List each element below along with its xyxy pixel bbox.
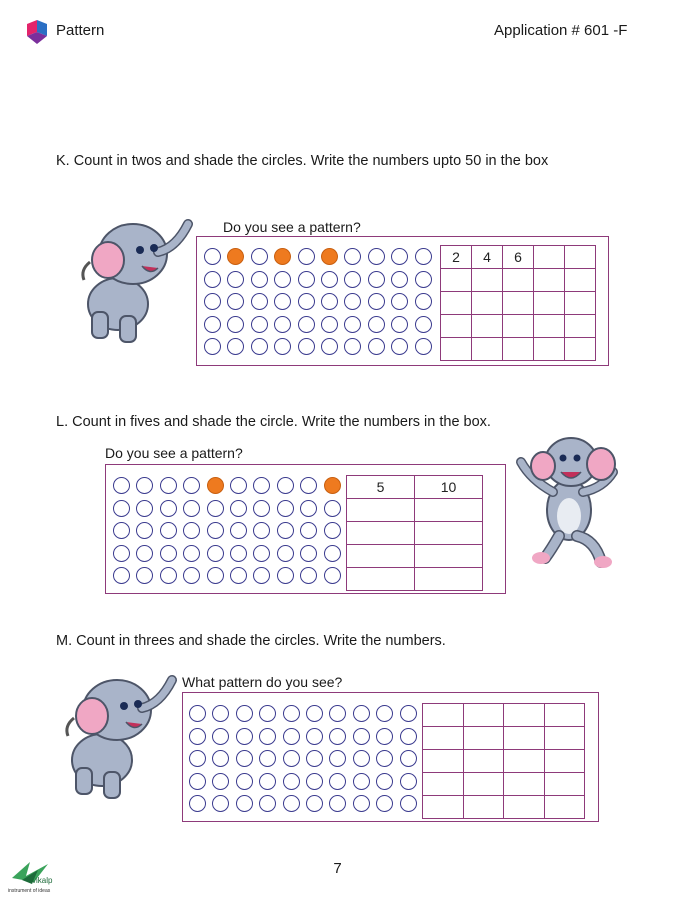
answer-cell[interactable] [544,704,585,727]
circle [230,522,247,539]
answer-cell[interactable] [565,269,596,292]
answer-cell[interactable] [463,704,504,727]
shaded-circle [321,248,338,265]
shaded-circle [324,477,341,494]
table-row [423,704,585,727]
answer-cell[interactable] [441,338,472,361]
answer-cell[interactable] [565,338,596,361]
circle [298,338,315,355]
table-row [441,315,596,338]
answer-cell[interactable] [423,727,464,750]
cube-logo-icon [25,18,49,46]
circle [113,500,130,517]
circle [344,316,361,333]
circle [259,728,276,745]
circle [189,705,206,722]
circle [415,316,432,333]
circle [298,271,315,288]
answer-cell[interactable] [423,750,464,773]
answer-cell[interactable] [534,338,565,361]
circle [376,728,393,745]
answer-cell[interactable] [534,292,565,315]
answer-cell[interactable]: 5 [347,476,415,499]
question-m: M. Count in threes and shade the circles. Write the numbers. [56,633,446,649]
circle [300,545,317,562]
answer-cell[interactable] [463,773,504,796]
circle [113,545,130,562]
answer-cell[interactable] [544,773,585,796]
circle [274,271,291,288]
answer-cell[interactable] [472,292,503,315]
answer-cell[interactable] [503,292,534,315]
circle [415,293,432,310]
circle [368,271,385,288]
circle [277,567,294,584]
answer-cell[interactable] [503,338,534,361]
table-row [441,246,596,269]
answer-cell[interactable] [565,246,596,269]
circle [368,316,385,333]
circle [277,477,294,494]
answer-cell[interactable] [415,499,483,522]
circle [136,500,153,517]
answer-cell[interactable] [504,704,545,727]
answer-cell[interactable] [441,315,472,338]
answer-cell[interactable]: 2 [441,246,472,269]
answer-cell[interactable] [423,796,464,819]
elephant-icon [78,212,194,350]
circle [236,773,253,790]
answer-cell[interactable] [503,269,534,292]
circle [274,316,291,333]
circle [207,500,224,517]
circle [368,293,385,310]
circle [306,750,323,767]
prompt-l: Do you see a pattern? [105,445,243,461]
circle [113,567,130,584]
header-title: Pattern [56,22,105,39]
circle [324,567,341,584]
answer-cell[interactable] [415,522,483,545]
table-row [347,522,483,545]
circle [324,500,341,517]
question-l: L. Count in fives and shade the circle. Write the numbers in the box. [56,414,491,430]
circle [204,338,221,355]
answer-cell[interactable] [544,750,585,773]
table-row [347,545,483,568]
circle [113,522,130,539]
circle [207,545,224,562]
circle [329,773,346,790]
circle [329,728,346,745]
table-row [441,269,596,292]
circle [353,773,370,790]
circle [136,545,153,562]
circle [415,338,432,355]
answer-cell[interactable] [423,773,464,796]
circle [324,545,341,562]
circle [277,522,294,539]
answer-cell[interactable] [347,499,415,522]
circle [300,500,317,517]
circle [306,705,323,722]
circle [204,271,221,288]
page-number: 7 [333,860,342,877]
circle [277,500,294,517]
answer-cell[interactable]: 10 [415,476,483,499]
circle [321,338,338,355]
circle [236,750,253,767]
application-number: Application # 601 -F [494,22,628,39]
circle [321,293,338,310]
answer-cell[interactable] [463,796,504,819]
circle [251,248,268,265]
table-row [441,338,596,361]
circle [189,728,206,745]
answer-cell[interactable]: 4 [472,246,503,269]
brand-tagline: instrument of ideas [8,888,51,894]
circle [230,545,247,562]
answer-cell[interactable] [544,796,585,819]
circle [251,293,268,310]
answer-cell[interactable] [565,292,596,315]
answer-cell[interactable] [504,796,545,819]
circle [415,248,432,265]
answer-cell[interactable] [415,568,483,591]
answer-table-k [440,245,596,361]
circle [212,728,229,745]
circle [306,795,323,812]
answer-cell[interactable]: 6 [503,246,534,269]
answer-cell[interactable] [504,750,545,773]
circle [113,477,130,494]
answer-table-m [422,703,585,819]
circle [400,728,417,745]
circle [400,773,417,790]
circle [298,316,315,333]
circle [368,248,385,265]
circle [400,705,417,722]
answer-cell[interactable] [565,315,596,338]
answer-cell[interactable] [441,269,472,292]
answer-cell[interactable] [415,545,483,568]
answer-cell[interactable] [463,750,504,773]
circle [277,545,294,562]
circle [230,567,247,584]
answer-cell[interactable] [544,727,585,750]
circle [376,773,393,790]
answer-cell[interactable] [347,522,415,545]
circle [298,293,315,310]
answer-cell[interactable] [534,246,565,269]
circle [259,773,276,790]
circle [253,545,270,562]
circle [160,522,177,539]
circle [321,316,338,333]
circle [353,728,370,745]
prompt-m: What pattern do you see? [182,674,343,690]
answer-cell[interactable] [472,338,503,361]
answer-cell[interactable] [423,704,464,727]
circle [230,477,247,494]
table-row [423,727,585,750]
answer-cell[interactable] [534,315,565,338]
circle [283,773,300,790]
circle [344,271,361,288]
circle [251,271,268,288]
circle [160,567,177,584]
answer-cell[interactable] [441,292,472,315]
brand-name: vikalp [32,876,53,885]
circle [283,705,300,722]
table-row [347,476,483,499]
table-row [441,292,596,315]
circle [160,545,177,562]
circle [227,316,244,333]
circle [306,773,323,790]
circle [400,795,417,812]
circle [353,705,370,722]
circle [236,795,253,812]
circle [160,500,177,517]
circle [204,316,221,333]
circle [353,795,370,812]
circle [204,248,221,265]
prompt-k: Do you see a pattern? [223,219,361,235]
answer-cell[interactable] [347,545,415,568]
circle [251,316,268,333]
circle [212,773,229,790]
answer-cell[interactable] [347,568,415,591]
question-k: K. Count in twos and shade the circles. Write the numbers upto 50 in the box [56,153,549,169]
circle [400,750,417,767]
circle [283,728,300,745]
circle [189,750,206,767]
dancing-elephant-icon [513,432,631,572]
circle [368,338,385,355]
circle [207,522,224,539]
table-row [347,499,483,522]
table-row [423,796,585,819]
circle [324,522,341,539]
circle [251,338,268,355]
circle [204,293,221,310]
answer-cell[interactable] [472,315,503,338]
answer-cell[interactable] [504,727,545,750]
circle [189,795,206,812]
shaded-circle [207,477,224,494]
circle [183,545,200,562]
answer-table-l [346,475,483,591]
answer-cell[interactable] [463,727,504,750]
circle [236,728,253,745]
elephant-icon [62,668,180,806]
circle [207,567,224,584]
circle [298,248,315,265]
answer-cell[interactable] [472,269,503,292]
answer-cell[interactable] [503,315,534,338]
circle [236,705,253,722]
circle [415,271,432,288]
circle [283,750,300,767]
circle [230,500,247,517]
answer-cell[interactable] [534,269,565,292]
circle [189,773,206,790]
circle [227,271,244,288]
answer-cell[interactable] [504,773,545,796]
circle [160,477,177,494]
circle [321,271,338,288]
table-row [423,773,585,796]
circle [183,500,200,517]
table-row [423,750,585,773]
circle [353,750,370,767]
circle [283,795,300,812]
circle [391,316,408,333]
circle [253,500,270,517]
table-row [347,568,483,591]
circle [306,728,323,745]
circle [391,271,408,288]
